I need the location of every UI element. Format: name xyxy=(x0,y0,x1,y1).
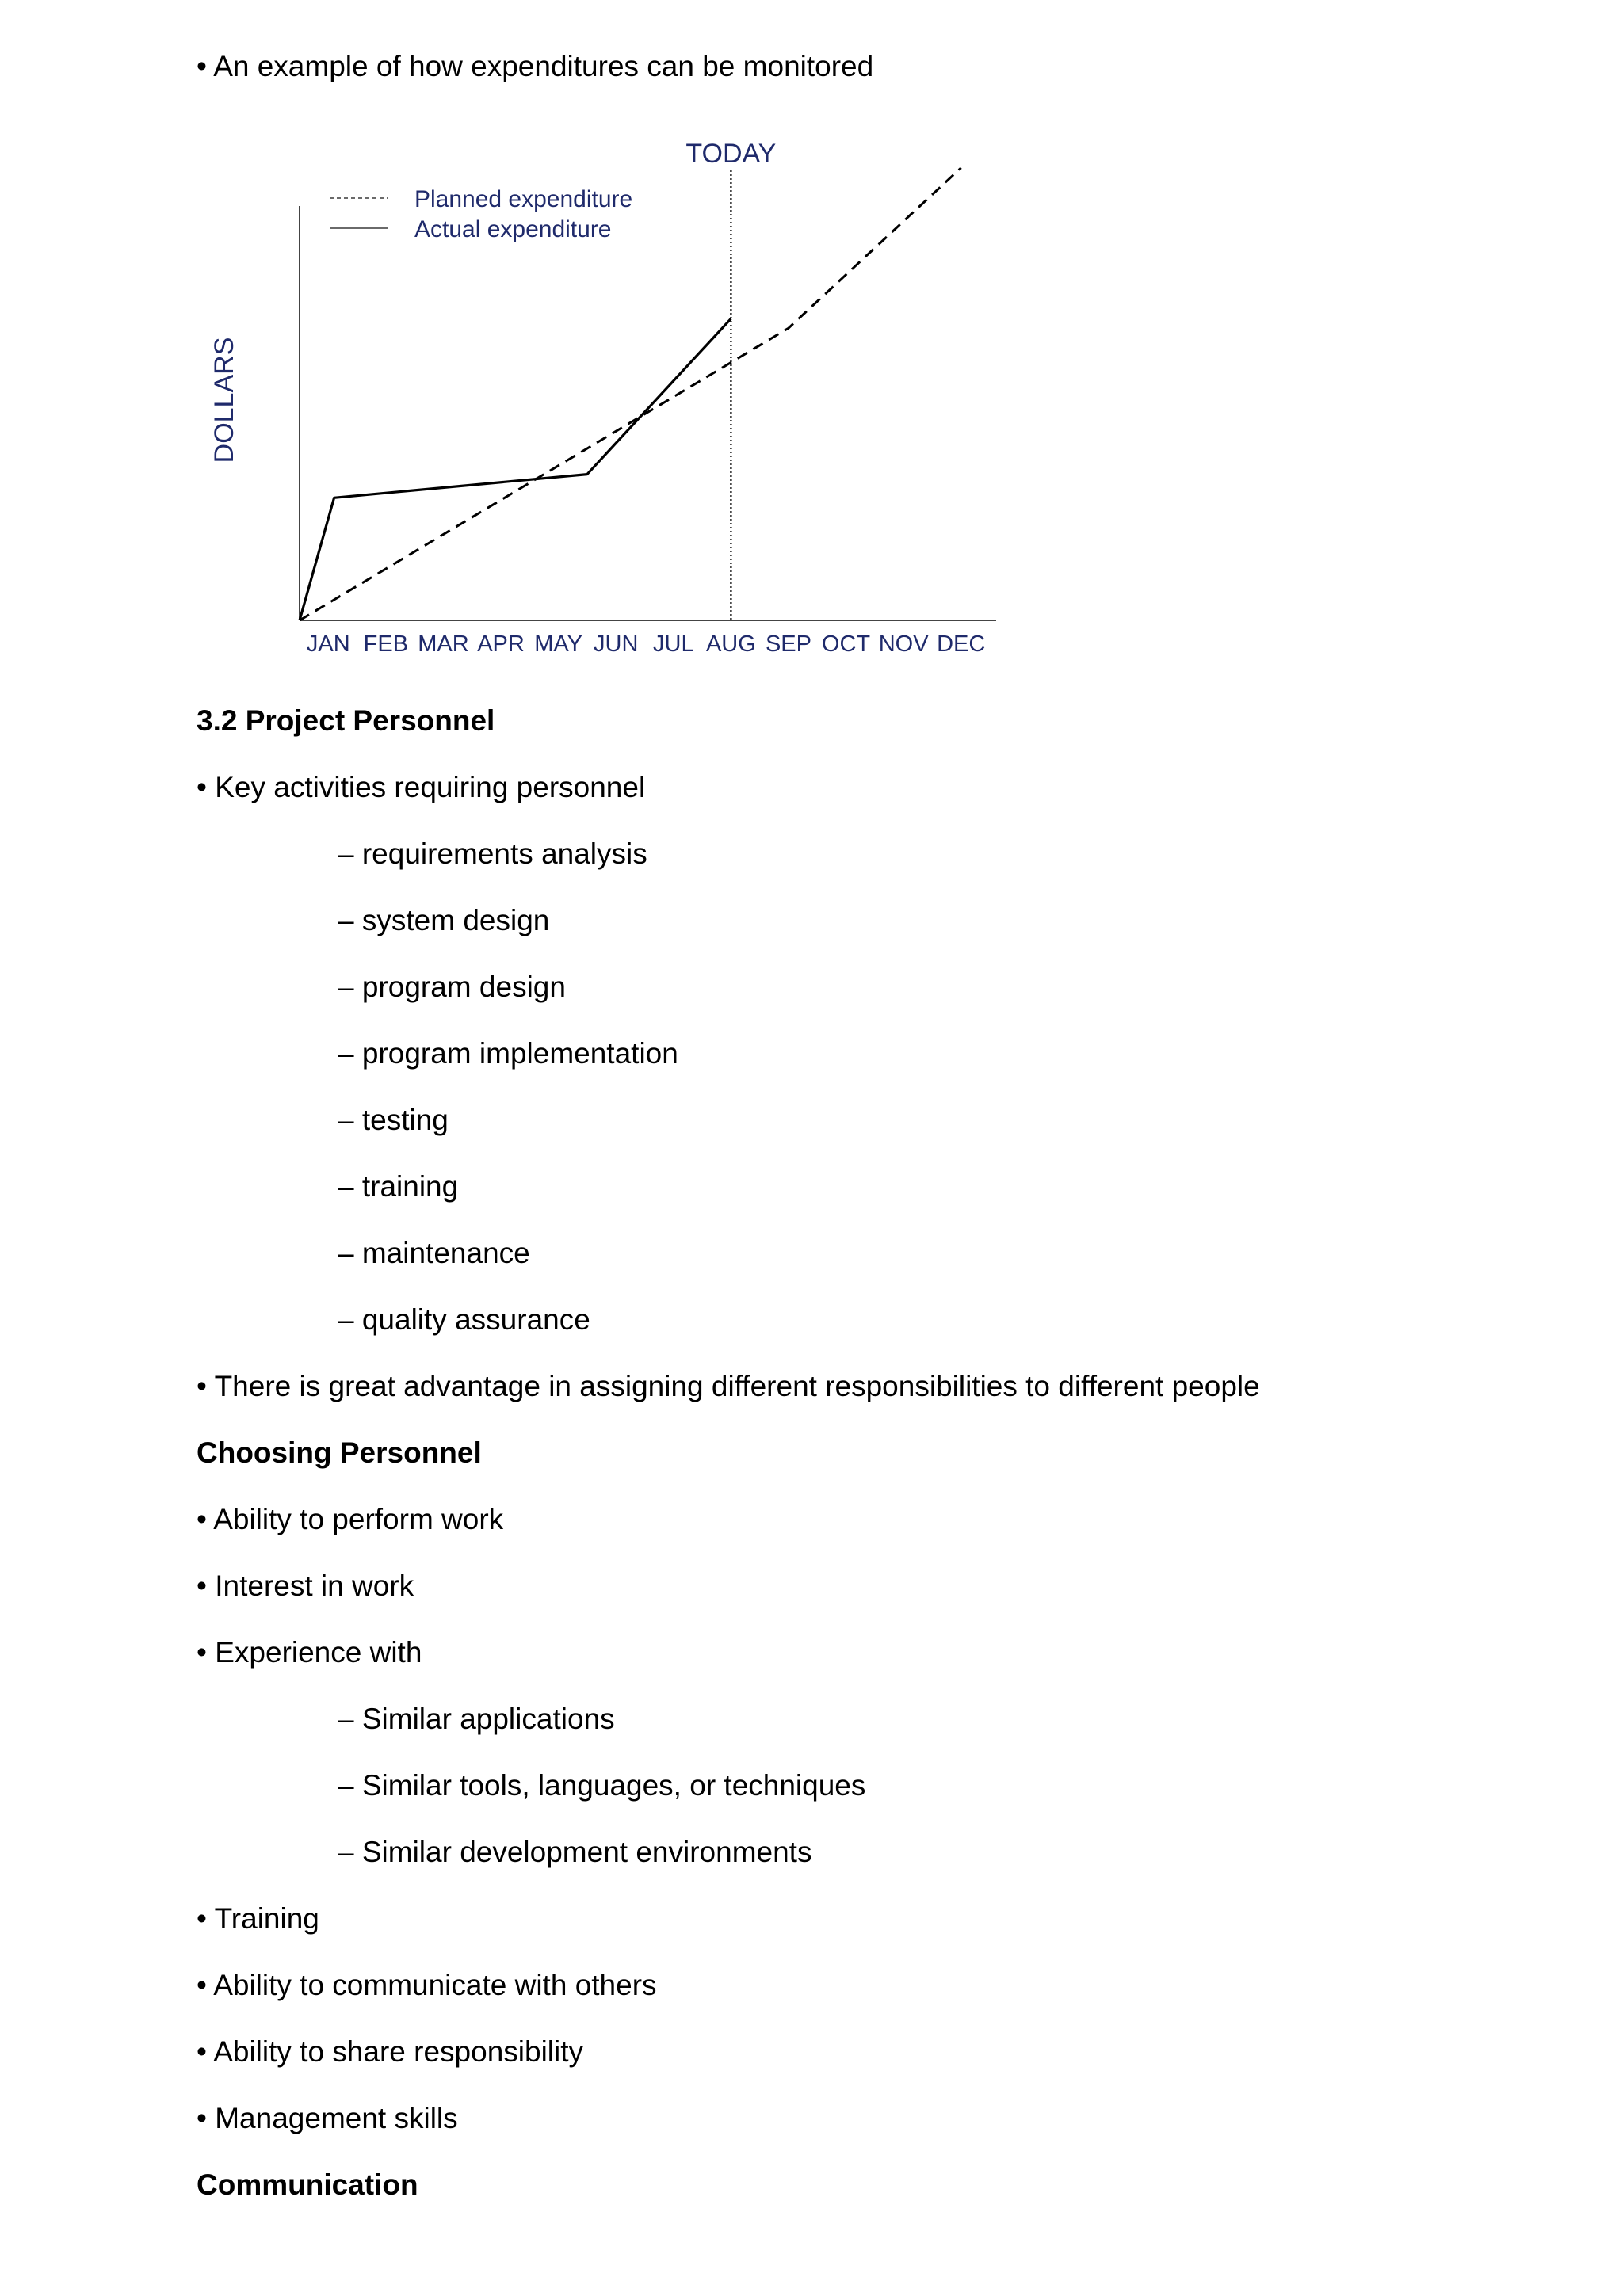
section-heading-communication: Communication xyxy=(197,2168,418,2201)
experience-item: – Similar tools, languages, or techniques xyxy=(338,1769,866,1802)
x-tick-label: SEP xyxy=(765,631,812,657)
expenditure-chart xyxy=(190,127,1014,681)
chart-legend xyxy=(330,186,632,242)
x-tick-label: MAR xyxy=(418,631,469,657)
section-heading-choosing-personnel: Choosing Personnel xyxy=(197,1436,482,1469)
bullet-key-activities: • Key activities requiring personnel xyxy=(197,771,646,803)
activity-item: – program implementation xyxy=(338,1037,678,1070)
legend-label: Actual expenditure xyxy=(414,216,612,242)
y-axis-label: DOLLARS xyxy=(209,337,239,463)
legend-label: Planned expenditure xyxy=(414,186,633,212)
bullet-interest: • Interest in work xyxy=(197,1569,414,1602)
activity-item: – program design xyxy=(338,971,566,1003)
x-tick-label: FEB xyxy=(363,631,409,657)
x-tick-label: NOV xyxy=(878,631,929,657)
bullet-communicate: • Ability to communicate with others xyxy=(197,1969,657,2001)
experience-item: – Similar development environments xyxy=(338,1836,812,1868)
chart-series xyxy=(300,168,961,620)
actual-expenditure-line xyxy=(300,318,731,620)
bullet-ability-to-perform: • Ability to perform work xyxy=(197,1503,504,1535)
chart-axes xyxy=(300,170,996,620)
bullet-share-responsibility: • Ability to share responsibility xyxy=(197,2035,584,2068)
x-tick-label: JUN xyxy=(594,631,639,657)
x-tick-label: JUL xyxy=(653,631,694,657)
activity-item: – testing xyxy=(338,1104,449,1136)
bullet-experience: • Experience with xyxy=(197,1636,422,1669)
x-tick-label: OCT xyxy=(821,631,871,657)
activity-item: – system design xyxy=(338,904,550,936)
section-heading-project-personnel: 3.2 Project Personnel xyxy=(197,704,495,737)
x-tick-label: DEC xyxy=(937,631,986,657)
x-tick-label: APR xyxy=(477,631,525,657)
x-tick-label: JAN xyxy=(306,631,350,657)
today-label: TODAY xyxy=(685,139,777,169)
bullet-advantage: • There is great advantage in assigning different responsibilities to different people xyxy=(197,1370,1260,1402)
bullet-management-skills: • Management skills xyxy=(197,2102,458,2134)
bullet-training: • Training xyxy=(197,1902,319,1935)
x-tick-label: MAY xyxy=(534,631,582,657)
activity-item: – requirements analysis xyxy=(338,837,647,870)
experience-item: – Similar applications xyxy=(338,1703,615,1735)
activity-item: – training xyxy=(338,1170,459,1203)
activity-item: – maintenance xyxy=(338,1237,530,1269)
planned-expenditure-line xyxy=(300,168,961,620)
x-tick-label: AUG xyxy=(705,631,756,657)
intro-bullet: • An example of how expenditures can be monitored xyxy=(197,50,874,82)
activity-item: – quality assurance xyxy=(338,1303,590,1336)
